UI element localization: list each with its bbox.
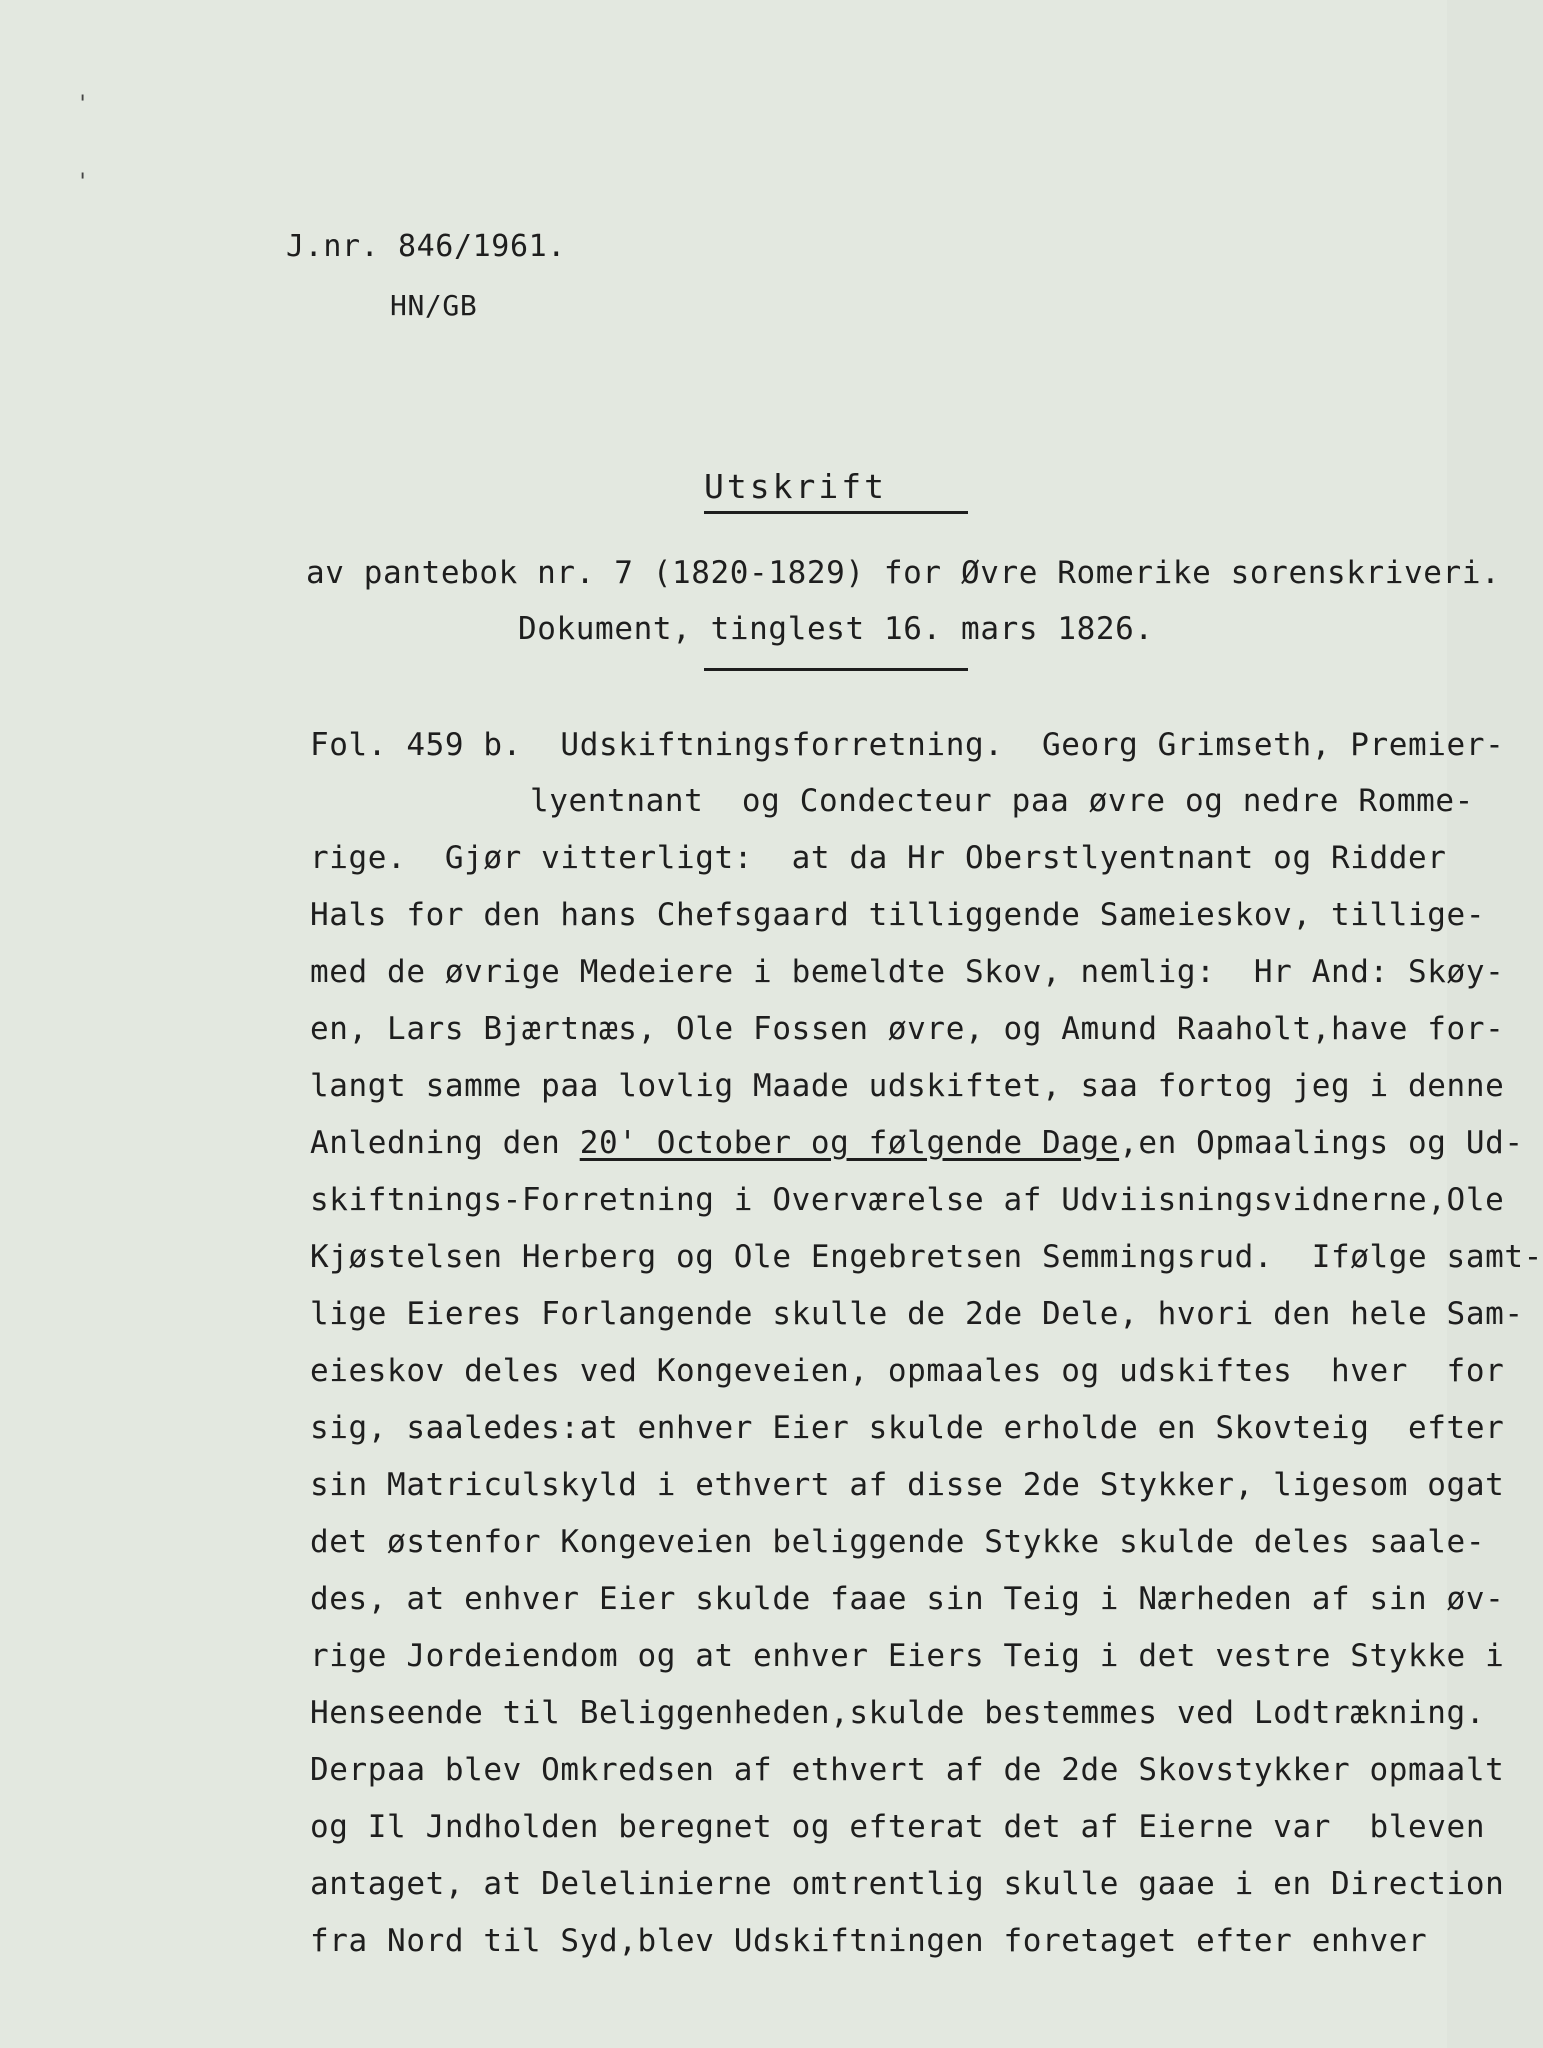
title-underline	[704, 511, 968, 514]
body-line: det østenfor Kongeveien beliggende Stykke skulde deles saale-	[310, 1524, 1486, 1560]
body-line: Hals for den hans Chefsgaard tilliggende Sameieskov, tillige-	[310, 897, 1486, 933]
body-line: des, at enhver Eier skulde faae sin Teig i Nærheden af sin øv-	[310, 1581, 1505, 1617]
body-line: med de øvrige Medeiere i bemeldte Skov, nemlig: Hr And: Skøy-	[310, 954, 1505, 990]
body-text: ,en Opmaalings og Ud-	[1119, 1125, 1524, 1161]
body-line: Derpaa blev Omkredsen af ethvert af de 2de Skovstykker opmaalt	[310, 1752, 1505, 1788]
subtitle-line-1: av pantebok nr. 7 (1820-1829) for Øvre Romerike sorenskriveri.	[306, 555, 1501, 591]
body-line	[310, 1125, 1524, 1161]
body-line: antaget, at Delelinierne omtrentlig skulle gaae i en Direction	[310, 1866, 1505, 1902]
subtitle-line-2: Dokument, tinglest 16. mars 1826.	[518, 611, 1154, 647]
body-line: lige Eieres Forlangende skulle de 2de Dele, hvori den hele Sam-	[310, 1296, 1524, 1332]
subtitle-rule	[704, 668, 968, 671]
body-line: Kjøstelsen Herberg og Ole Engebretsen Semmingsrud. Ifølge samt-	[310, 1239, 1543, 1275]
body-line: sin Matriculskyld i ethvert af disse 2de Stykker, ligesom ogat	[310, 1467, 1505, 1503]
body-line: skiftnings-Forretning i Overværelse af Udviisningsvidnerne,Ole	[310, 1182, 1505, 1218]
body-line: fra Nord til Syd,blev Udskiftningen foretaget efter enhver	[310, 1923, 1428, 1959]
body-line: langt samme paa lovlig Maade udskiftet, saa fortog jeg i denne	[310, 1068, 1505, 1104]
body-line: en, Lars Bjærtnæs, Ole Fossen øvre, og Amund Raaholt,have for-	[310, 1011, 1505, 1047]
margin-tick-mark: '	[76, 92, 90, 117]
body-line: Henseende til Beliggenheden,skulde bestemmes ved Lodtrækning.	[310, 1695, 1486, 1731]
margin-tick-mark: '	[76, 170, 90, 195]
body-line: og Il Jndholden beregnet og efterat det af Eierne var bleven	[310, 1809, 1486, 1845]
body-line: rige Jordeiendom og at enhver Eiers Teig i det vestre Stykke i	[310, 1638, 1505, 1674]
body-line: rige. Gjør vitterligt: at da Hr Oberstlyentnant og Ridder	[310, 840, 1447, 876]
body-line: sig, saaledes:at enhver Eier skulde erholde en Skovteig efter	[310, 1410, 1505, 1446]
body-line: eieskov deles ved Kongeveien, opmaales og udskiftes hver for	[310, 1353, 1505, 1389]
document-title	[704, 467, 887, 506]
body-line: lyentnant og Condecteur paa øvre og nedre Romme-	[530, 783, 1474, 819]
body-line: Fol. 459 b. Udskiftningsforretning. Georg Grimseth, Premier-	[310, 727, 1505, 763]
underlined-date-phrase: 20' October og følgende Dage	[579, 1125, 1120, 1161]
body-text: Anledning den	[310, 1125, 580, 1161]
title-text: Utskrift	[704, 467, 887, 506]
initials: HN/GB	[390, 289, 478, 322]
journal-number: J.nr. 846/1961.	[286, 229, 566, 264]
